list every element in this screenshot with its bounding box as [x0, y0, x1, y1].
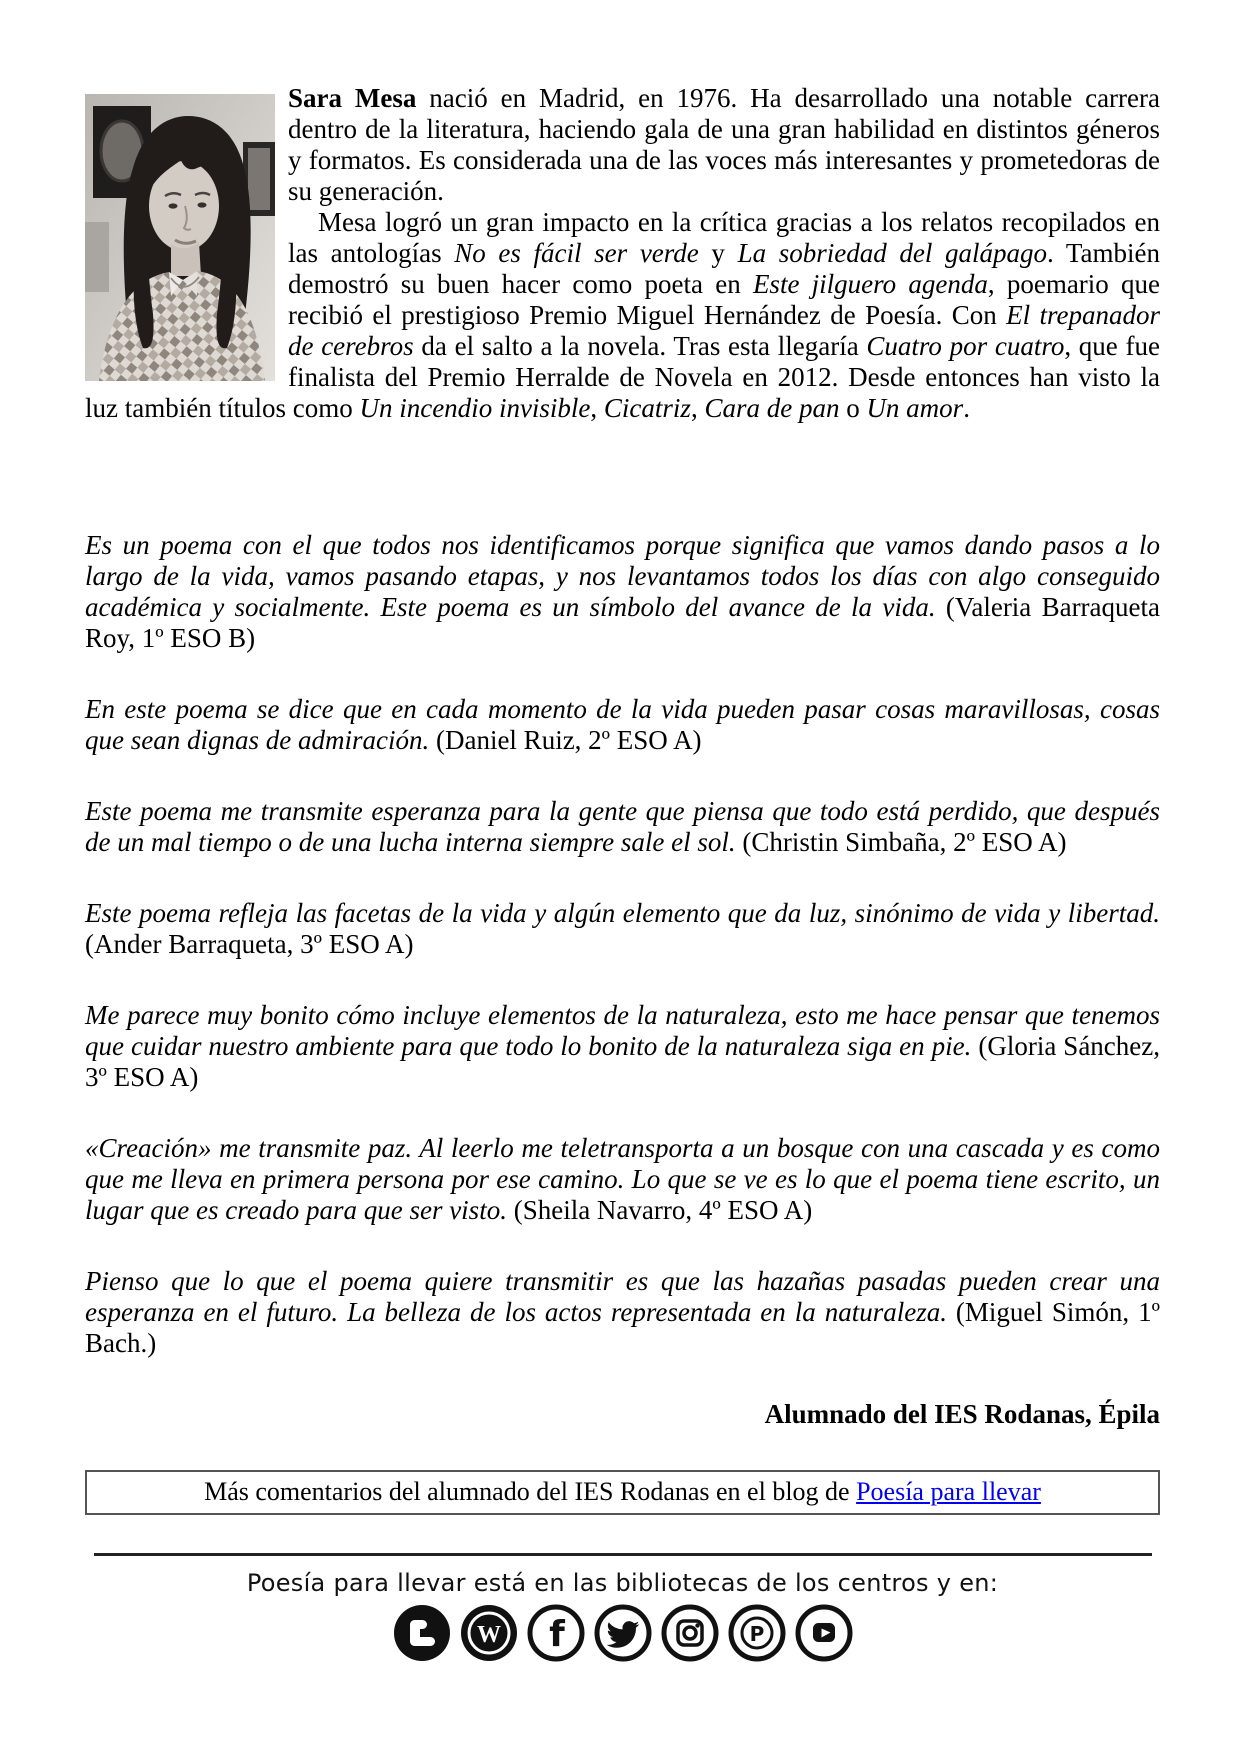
svg-text:f: f [548, 1614, 565, 1655]
student-comment-5: Me parece muy bonito cómo incluye elementos de la naturaleza, esto me hace pensar que tenemos que cuidar nuestro ambiente para que todo lo bonito de la naturaleza siga en pie. (Gloria Sánchez, 3º ESO A) [85, 1000, 1161, 1092]
comments-section [85, 530, 1160, 1359]
blog-box-text: Más comentarios del alumnado del IES Rodanas en el blog de [204, 1477, 857, 1506]
sara-mesa-photo [85, 94, 275, 381]
student-comment-7: Pienso que lo que el poema quiere transmitir es que las hazañas pasadas pueden crear una esperanza en el futuro. La belleza de los actos representada en la naturaleza. (Miguel Simón, 1º Bach.) [85, 1266, 1160, 1358]
youtube-icon[interactable] [794, 1603, 854, 1663]
bio-section [85, 83, 1160, 424]
blog-link[interactable]: Poesía para llevar [856, 1477, 1041, 1506]
student-comment-3: Este poema me transmite esperanza para la gente que piensa que todo está perdido, que después de un mal tiempo o de una lucha interna siempre sale el sol. (Christin Simbaña, 2º ESO A) [85, 796, 1160, 857]
twitter-icon[interactable] [593, 1603, 653, 1663]
bio-paragraph-1: Sara Mesa nació en Madrid, en 1976. Ha desarrollado una notable carrera dentro de la literatura, haciendo gala de una gran habilidad en distintos géneros y formatos. Es considerada una de las voces más interesantes y prometedoras de su generación. [288, 83, 1160, 206]
social-icons-row [85, 1603, 1160, 1663]
instagram-icon[interactable] [660, 1603, 720, 1663]
blogger-icon[interactable] [392, 1603, 452, 1663]
facebook-icon[interactable] [526, 1603, 586, 1663]
portrait-illustration [85, 94, 275, 381]
svg-text:P: P [749, 1622, 764, 1646]
pinterest-icon[interactable] [727, 1603, 787, 1663]
student-comment-6: «Creación» me transmite paz. Al leerlo me teletransporta a un bosque con una cascada y es como que me lleva en primera persona por ese camino. Lo que se ve es lo que el poema tiene escrito, un lugar que es creado para que ser visto. (Sheila Navarro, 4º ESO A) [85, 1133, 1160, 1225]
footer-divider [94, 1553, 1152, 1556]
student-comment-2: En este poema se dice que en cada momento de la vida pueden pasar cosas maravillosas, cosas que sean dignas de admiración. (Daniel Ruiz, 2º ESO A) [85, 694, 1160, 755]
student-comment-4: Este poema refleja las facetas de la vida y algún elemento que da luz, sinónimo de vida y libertad. (Ander Barraqueta, 3º ESO A) [85, 898, 1160, 959]
svg-text:W: W [476, 1622, 501, 1648]
blog-box [85, 1470, 1160, 1515]
signature: Alumnado del IES Rodanas, Épila [764, 1399, 1160, 1429]
student-comment-1: Es un poema con el que todos nos identificamos porque significa que vamos dando pasos a lo largo de la vida, vamos pasando etapas, y nos levantamos todos los días con algo conseguido académica y socialmente. Este poema es un símbolo del avance de la vida. (Valeria Barraqueta Roy, 1º ESO B) [85, 530, 1160, 653]
wordpress-icon[interactable] [459, 1603, 519, 1663]
footer-tagline: Poesía para llevar está en las bibliotecas de los centros y en: [246, 1569, 999, 1597]
bio-paragraph-2: Mesa logró un gran impacto en la crítica gracias a los relatos recopilados en las antologías No es fácil ser verde y La sobriedad del galápago. También demostró su buen hacer como poeta en Este jilguero agenda, poemario que recibió el prestigioso Premio Miguel Hernández de Poesía. Con El trepanador de cerebros da el salto a la novela. Tras esta llegaría Cuatro por cuatro, que fue finalista del Premio Herralde de Novela en 2012. Desde entonces han visto la luz también títulos como Un incendio invisible, Cicatriz, Cara de pan o Un amor. [85, 207, 1161, 423]
